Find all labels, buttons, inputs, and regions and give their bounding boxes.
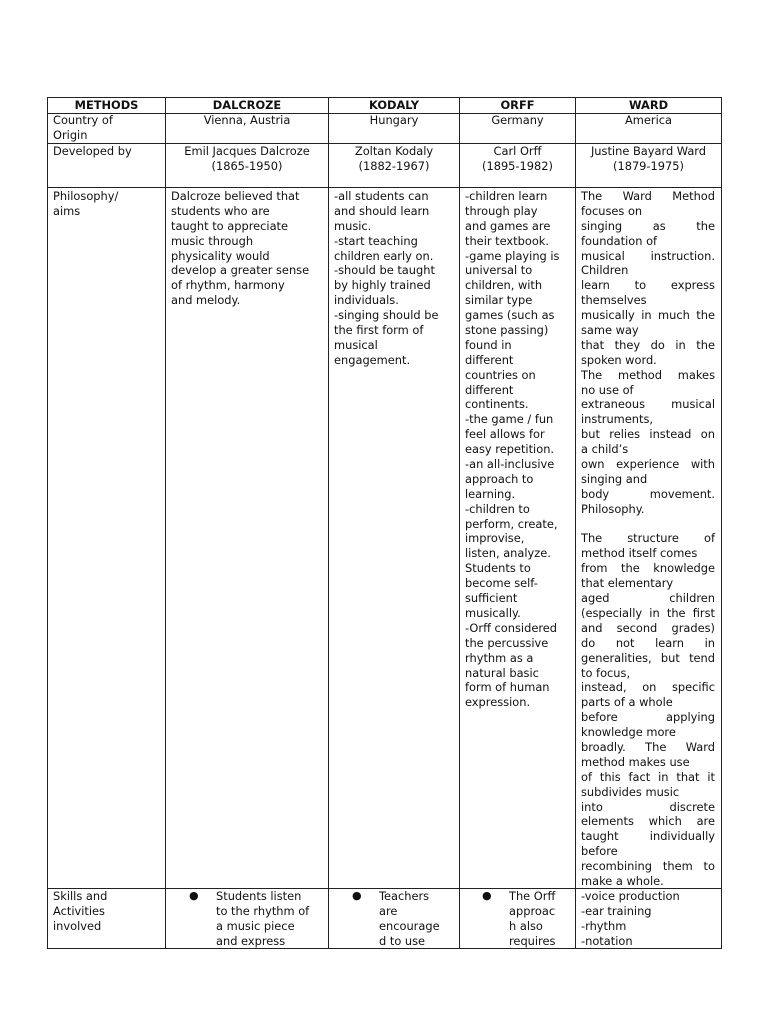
- text-line: Dalcroze believed that: [171, 189, 300, 203]
- column-divider: [575, 97, 576, 949]
- text-line: broadly. The Ward: [581, 739, 715, 754]
- text-line: their textbook.: [465, 233, 550, 248]
- text-line: requires: [509, 933, 556, 948]
- text-line: physicality would: [171, 248, 270, 263]
- text-line: taught to appreciate: [171, 218, 289, 233]
- text-line: different: [465, 352, 514, 367]
- row-label-developed-by: Developed by: [53, 144, 132, 158]
- text-line: -the game / fun: [465, 412, 554, 427]
- table-border-left: [47, 97, 48, 949]
- text-line: the percussive: [465, 635, 549, 650]
- text-line: to the rhythm of: [216, 903, 310, 918]
- row-label-philosophy: Philosophy/ aims: [53, 189, 119, 218]
- text-line: found in: [465, 337, 512, 352]
- text-line: natural basic: [465, 665, 539, 680]
- text-line: rhythm as a: [465, 650, 534, 665]
- text-line: expression.: [465, 695, 531, 710]
- text-line: and express: [216, 933, 286, 948]
- text-line: games (such as: [465, 308, 555, 323]
- text-line: themselves: [581, 293, 647, 308]
- text-line: Philosophy.: [581, 501, 645, 516]
- text-line: no use of: [581, 382, 634, 397]
- text-line: -ear training: [581, 903, 652, 918]
- text-line: -all students can: [334, 189, 429, 203]
- text-line: approach to: [465, 471, 534, 486]
- text-line: focuses on: [581, 203, 643, 218]
- text-line: recombining them to: [581, 859, 715, 874]
- text-line: a music piece: [216, 918, 295, 933]
- text-line: sufficient: [465, 591, 518, 606]
- text-line: extraneous musical: [581, 397, 715, 412]
- text-line: [581, 517, 715, 532]
- developer-kodaly: Zoltan Kodaly (1882-1967): [354, 144, 434, 173]
- text-line: music.: [334, 218, 372, 233]
- text-line: elements which are: [581, 814, 715, 829]
- text-line: develop a greater sense: [171, 263, 310, 278]
- text-line: music through: [171, 233, 254, 248]
- text-line: -an all-inclusive: [465, 457, 555, 472]
- row-label-country: Country of Origin: [53, 113, 113, 142]
- text-line: children early on.: [334, 248, 434, 263]
- text-line: musically in much the: [581, 308, 715, 323]
- text-line: individuals.: [334, 293, 399, 308]
- text-line: but relies instead on: [581, 427, 715, 442]
- text-line: through play: [465, 203, 538, 218]
- text-line: before applying: [581, 710, 715, 725]
- text-line: learn to express: [581, 278, 715, 293]
- text-line: musically.: [465, 605, 521, 620]
- text-line: musical instruction.: [581, 248, 715, 263]
- text-line: aged children: [581, 591, 715, 606]
- text-line: singing as the: [581, 218, 715, 233]
- developer-ward: Justine Bayard Ward (1879-1975): [590, 144, 707, 173]
- text-line: improvise,: [465, 531, 525, 546]
- text-line: (especially in the first: [581, 605, 715, 620]
- text-line: and should learn: [334, 203, 430, 218]
- text-line: -start teaching: [334, 233, 418, 248]
- column-divider: [328, 97, 329, 949]
- text-line: universal to: [465, 263, 533, 278]
- country-orff: Germany: [491, 113, 544, 127]
- philosophy-kodaly: [334, 189, 458, 368]
- text-line: knowledge more: [581, 725, 676, 740]
- bullet-icon: ●: [189, 889, 199, 902]
- text-line: by highly trained: [334, 278, 431, 293]
- text-line: parts of a whole: [581, 695, 673, 710]
- text-line: -voice production: [581, 889, 680, 903]
- header-dalcroze: DALCROZE: [212, 98, 282, 112]
- column-divider: [459, 97, 460, 949]
- text-line: Students to: [465, 561, 531, 576]
- text-line: instruments,: [581, 412, 654, 427]
- header-ward: WARD: [628, 98, 669, 112]
- text-line: that they do in the: [581, 337, 715, 352]
- text-line: h also: [509, 918, 543, 933]
- text-line: make a whole.: [581, 873, 664, 888]
- text-line: and melody.: [171, 293, 241, 308]
- text-line: of this fact in that it: [581, 769, 715, 784]
- text-line: encourage: [379, 918, 440, 933]
- column-divider: [165, 97, 166, 949]
- text-line: continents.: [465, 397, 529, 412]
- text-line: different: [465, 382, 514, 397]
- text-line: own experience with: [581, 457, 715, 472]
- philosophy-ward: [581, 189, 715, 889]
- text-line: and second grades): [581, 620, 715, 635]
- text-line: taught individually: [581, 829, 715, 844]
- text-line: similar type: [465, 293, 533, 308]
- header-orff: ORFF: [500, 98, 535, 112]
- text-line: Children: [581, 263, 629, 278]
- text-line: spoken word.: [581, 352, 657, 367]
- text-line: feel allows for: [465, 427, 545, 442]
- text-line: approac: [509, 903, 556, 918]
- text-line: easy repetition.: [465, 442, 555, 457]
- row-divider: [47, 187, 722, 188]
- text-line: same way: [581, 323, 639, 338]
- header-kodaly: KODALY: [369, 98, 419, 112]
- text-line: method makes use: [581, 754, 690, 769]
- text-line: d to use: [379, 933, 426, 948]
- text-line: countries on: [465, 367, 536, 382]
- text-line: -Orff considered: [465, 620, 558, 635]
- text-line: perform, create,: [465, 516, 558, 531]
- text-line: before: [581, 844, 618, 859]
- text-line: -singing should be: [334, 308, 439, 323]
- country-ward: America: [625, 113, 672, 127]
- text-line: Teachers: [379, 889, 430, 903]
- text-line: foundation of: [581, 233, 658, 248]
- bullet-icon: ●: [352, 889, 362, 902]
- text-line: subdivides music: [581, 784, 680, 799]
- text-line: -notation: [581, 933, 633, 948]
- text-line: that elementary: [581, 576, 674, 591]
- text-line: do not learn in: [581, 635, 715, 650]
- text-line: body movement.: [581, 486, 715, 501]
- skills-ward: [581, 889, 715, 949]
- text-line: The Orff: [509, 889, 556, 903]
- text-line: stone passing): [465, 323, 549, 338]
- text-line: into discrete: [581, 799, 715, 814]
- text-line: engagement.: [334, 352, 411, 367]
- text-line: of rhythm, harmony: [171, 278, 285, 293]
- philosophy-orff: [465, 189, 574, 710]
- text-line: to focus,: [581, 665, 631, 680]
- text-line: become self-: [465, 576, 538, 591]
- text-line: Students listen: [216, 889, 302, 903]
- text-line: The method makes: [581, 367, 715, 382]
- developer-orff: Carl Orff (1895-1982): [482, 144, 553, 173]
- text-line: from the knowledge: [581, 561, 715, 576]
- text-line: learning.: [465, 486, 516, 501]
- bullet-icon: ●: [482, 889, 492, 902]
- text-line: generalities, but tend: [581, 650, 715, 665]
- text-line: -children learn: [465, 189, 548, 203]
- row-label-skills: Skills and Activities involved: [53, 889, 108, 933]
- developer-dalcroze: Emil Jacques Dalcroze (1865-1950): [184, 144, 310, 173]
- text-line: are: [379, 903, 398, 918]
- text-line: students who are: [171, 203, 270, 218]
- text-line: -rhythm: [581, 918, 627, 933]
- text-line: -should be taught: [334, 263, 435, 278]
- text-line: and games are: [465, 218, 551, 233]
- table-border-right: [721, 97, 722, 949]
- text-line: instead, on specific: [581, 680, 715, 695]
- text-line: singing and: [581, 471, 648, 486]
- text-line: form of human: [465, 680, 550, 695]
- text-line: -game playing is: [465, 248, 560, 263]
- header-methods: METHODS: [74, 98, 139, 112]
- country-dalcroze: Vienna, Austria: [203, 113, 291, 127]
- country-kodaly: Hungary: [369, 113, 419, 127]
- text-line: The Ward Method: [581, 189, 715, 203]
- text-line: -children to: [465, 501, 530, 516]
- text-line: musical: [334, 337, 378, 352]
- text-line: The structure of: [581, 531, 715, 546]
- text-line: method itself comes: [581, 546, 698, 561]
- text-line: children, with: [465, 278, 543, 293]
- text-line: a child’s: [581, 442, 629, 457]
- text-line: the first form of: [334, 323, 424, 338]
- philosophy-dalcroze: [171, 189, 326, 308]
- text-line: listen, analyze.: [465, 546, 551, 561]
